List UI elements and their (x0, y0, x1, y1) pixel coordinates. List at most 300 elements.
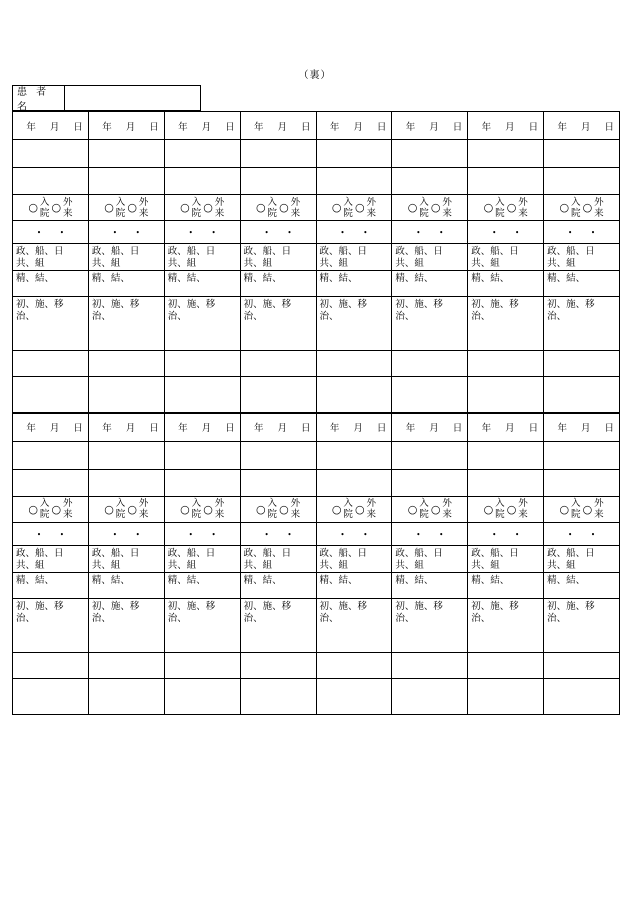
date-dots: ・ ・ (186, 529, 219, 541)
inpatient-radio-icon[interactable]: ○ (407, 502, 418, 516)
inpatient-radio-icon[interactable]: ○ (559, 502, 570, 516)
date-month-label: 月 (353, 423, 363, 435)
insurance-option-line: 精、結、 (471, 574, 510, 586)
insurance-option-line: 政、船、日 (167, 246, 216, 257)
record-cell[interactable] (164, 522, 240, 545)
record-cell[interactable] (392, 140, 468, 168)
record-cell[interactable] (88, 140, 164, 168)
date-year-label: 年 (102, 121, 112, 133)
record-cell[interactable] (544, 244, 620, 271)
record-cell[interactable] (13, 441, 89, 469)
record-cell[interactable] (468, 140, 544, 168)
date-day-label: 日 (452, 121, 463, 133)
inpatient-radio-icon[interactable]: ○ (180, 502, 190, 516)
record-cell[interactable] (392, 195, 468, 221)
date-day-label: 日 (225, 423, 235, 435)
record-cell[interactable] (392, 244, 468, 271)
date-month-label: 月 (353, 121, 363, 133)
record-cell[interactable] (88, 168, 164, 195)
record-cell[interactable] (164, 140, 240, 168)
record-cell[interactable] (164, 572, 240, 598)
record-cell[interactable] (13, 221, 89, 244)
record-cell[interactable] (164, 195, 240, 221)
record-cell[interactable] (164, 271, 240, 297)
outpatient-radio-icon[interactable]: ○ (51, 502, 62, 516)
inpatient-radio-icon[interactable]: ○ (331, 502, 342, 516)
inpatient-radio-icon[interactable]: ○ (483, 201, 494, 214)
record-cell[interactable] (392, 112, 468, 140)
record-cell[interactable] (240, 271, 316, 297)
record-cell[interactable] (88, 545, 164, 572)
date-month-label: 月 (49, 121, 60, 133)
record-cell[interactable] (316, 297, 392, 351)
record-cell[interactable] (164, 244, 240, 271)
record-cell[interactable] (316, 652, 392, 678)
inpatient-radio-icon[interactable]: ○ (255, 201, 266, 214)
record-cell[interactable] (164, 297, 240, 351)
record-cell[interactable] (13, 572, 89, 598)
record-cell[interactable] (88, 271, 164, 297)
record-cell[interactable] (544, 195, 620, 221)
outpatient-radio-icon[interactable]: ○ (203, 502, 213, 516)
date-dots: ・ ・ (489, 529, 522, 541)
date-month-label: 月 (277, 121, 287, 133)
inpatient-label: 入 院 (495, 498, 505, 520)
record-cell[interactable] (392, 522, 468, 545)
record-cell[interactable] (544, 572, 620, 598)
insurance-option-line: 精、結、 (547, 574, 586, 586)
inpatient-radio-icon[interactable]: ○ (255, 502, 266, 516)
record-cell[interactable] (13, 112, 89, 140)
record-cell[interactable] (316, 112, 392, 140)
record-cell[interactable] (164, 413, 240, 441)
record-cell[interactable] (164, 545, 240, 572)
record-cell[interactable] (392, 496, 468, 522)
outpatient-radio-icon[interactable]: ○ (203, 201, 213, 214)
record-cell[interactable] (164, 678, 240, 714)
record-cell[interactable] (13, 413, 89, 441)
inpatient-radio-icon[interactable]: ○ (180, 201, 190, 214)
record-cell[interactable] (392, 598, 468, 652)
date-year-label: 年 (26, 423, 36, 435)
insurance-option-line: 共、組 (91, 559, 121, 571)
record-cell[interactable] (316, 496, 392, 522)
record-cell[interactable] (544, 351, 620, 377)
outpatient-label: 外 来 (63, 498, 73, 520)
record-cell[interactable] (316, 522, 392, 545)
record-cell[interactable] (240, 545, 316, 572)
record-cell[interactable] (88, 221, 164, 244)
date-year-label: 年 (178, 423, 188, 435)
record-cell[interactable] (240, 469, 316, 496)
record-cell[interactable] (88, 598, 164, 652)
outpatient-radio-icon[interactable]: ○ (506, 502, 517, 516)
record-cell[interactable] (544, 652, 620, 678)
record-cell[interactable] (13, 496, 89, 522)
insurance-option-line: 初、施、移 (395, 299, 443, 310)
inpatient-radio-icon[interactable]: ○ (28, 201, 38, 214)
record-cell[interactable] (164, 496, 240, 522)
insurance-option-line: 精、結、 (395, 273, 434, 284)
record-cell[interactable] (468, 168, 544, 195)
record-cell[interactable] (316, 140, 392, 168)
insurance-option-line: 精、結、 (16, 574, 55, 586)
record-cell[interactable] (544, 168, 620, 195)
date-year-label: 年 (405, 121, 416, 133)
outpatient-radio-icon[interactable]: ○ (127, 201, 137, 214)
record-cell[interactable] (544, 377, 620, 413)
record-cell[interactable] (468, 496, 544, 522)
date-row (13, 112, 620, 140)
outpatient-radio-icon[interactable]: ○ (354, 201, 365, 214)
record-cell[interactable] (88, 652, 164, 678)
insurance-option-line: 政、船、日 (16, 547, 64, 559)
inpatient-label: 入 院 (267, 196, 278, 219)
outpatient-radio-icon[interactable]: ○ (279, 201, 289, 214)
inpatient-label: 入 院 (115, 498, 126, 520)
record-cell[interactable] (316, 598, 392, 652)
date-year-label: 年 (405, 423, 416, 435)
record-cell[interactable] (392, 545, 468, 572)
inpatient-radio-icon[interactable]: ○ (104, 502, 114, 516)
record-cell[interactable] (392, 168, 468, 195)
date-dots: ・ ・ (261, 228, 295, 239)
blank-row (13, 441, 620, 469)
insurance-option-line: 初、施、移 (319, 600, 368, 612)
outpatient-label: 外 来 (594, 498, 604, 520)
inpatient-label: 入 院 (39, 498, 50, 520)
outpatient-radio-icon[interactable]: ○ (430, 201, 441, 214)
insurance-option-line: 精、結、 (167, 273, 206, 284)
record-cell[interactable] (240, 598, 316, 652)
insurance-option-line: 初、施、移 (471, 299, 519, 310)
date-day-label: 日 (604, 423, 614, 435)
insurance-option-line: 初、施、移 (547, 600, 595, 612)
date-month-label: 月 (505, 423, 515, 435)
outpatient-label: 外 来 (63, 196, 73, 219)
date-month-label: 月 (125, 423, 136, 435)
date-day-label: 日 (300, 121, 311, 133)
record-cell[interactable] (88, 112, 164, 140)
record-cell[interactable] (544, 221, 620, 244)
insurance-option-line: 政、船、日 (91, 547, 140, 559)
record-cell[interactable] (240, 140, 316, 168)
record-cell[interactable] (13, 195, 89, 221)
inpatient-radio-icon[interactable]: ○ (407, 201, 418, 214)
record-cell[interactable] (316, 195, 392, 221)
outpatient-label: 外 来 (366, 498, 377, 520)
inpatient-radio-icon[interactable]: ○ (28, 502, 38, 516)
record-cell[interactable] (316, 469, 392, 496)
date-month-label: 月 (505, 121, 515, 133)
record-cell[interactable] (468, 652, 544, 678)
insurance-option-line: 初、施、移 (91, 600, 140, 612)
record-cell[interactable] (468, 297, 544, 351)
record-cell[interactable] (392, 271, 468, 297)
date-day-label: 日 (225, 121, 235, 133)
date-dots: ・ ・ (110, 228, 143, 239)
insurance-option-line: 共、組 (471, 258, 500, 269)
record-cell[interactable] (316, 572, 392, 598)
insurance-option-line: 精、結、 (319, 273, 358, 284)
outpatient-radio-icon[interactable]: ○ (127, 502, 137, 516)
record-cell[interactable] (240, 496, 316, 522)
insurance-option-line: 初、施、移 (167, 600, 216, 612)
date-day-label: 日 (528, 423, 539, 435)
record-cell[interactable] (240, 678, 316, 714)
inpatient-label: 入 院 (495, 196, 505, 219)
record-cell[interactable] (316, 545, 392, 572)
record-cell[interactable] (544, 598, 620, 652)
date-month-label: 月 (201, 121, 212, 133)
insurance-option-line: 初、施、移 (319, 299, 368, 310)
record-cell[interactable] (13, 598, 89, 652)
record-cell[interactable] (164, 469, 240, 496)
insurance-option-line: 治、 (547, 612, 567, 624)
record-cell[interactable] (164, 351, 240, 377)
inpatient-label: 入 院 (343, 498, 353, 520)
patient-name-label: 患 者 名 (13, 86, 65, 110)
record-cell[interactable] (164, 441, 240, 469)
record-cell[interactable] (316, 377, 392, 413)
record-cell[interactable] (88, 413, 164, 441)
record-cell[interactable] (544, 545, 620, 572)
insurance-option-line: 政、船、日 (91, 246, 140, 257)
record-cell[interactable] (88, 496, 164, 522)
record-cell[interactable] (468, 545, 544, 572)
record-cell[interactable] (468, 195, 544, 221)
date-year-label: 年 (253, 423, 264, 435)
record-cell[interactable] (544, 297, 620, 351)
record-cell[interactable] (13, 140, 89, 168)
date-dots: ・ ・ (34, 228, 67, 239)
record-cell[interactable] (392, 678, 468, 714)
record-cell[interactable] (468, 441, 544, 469)
record-cell[interactable] (468, 377, 544, 413)
record-cell[interactable] (392, 413, 468, 441)
record-cell[interactable] (316, 168, 392, 195)
date-month-label: 月 (277, 423, 287, 435)
date-dots: ・ ・ (413, 228, 446, 239)
date-day-label: 日 (376, 423, 387, 435)
record-cell[interactable] (240, 168, 316, 195)
record-cell[interactable] (88, 678, 164, 714)
record-cell[interactable] (240, 195, 316, 221)
inpatient-label: 入 院 (267, 498, 278, 520)
record-cell[interactable] (88, 351, 164, 377)
record-cell[interactable] (392, 572, 468, 598)
record-cell[interactable] (544, 469, 620, 496)
insurance-option-line: 政、船、日 (319, 547, 368, 559)
outpatient-label: 外 来 (290, 196, 301, 219)
record-cell[interactable] (544, 441, 620, 469)
record-cell[interactable] (316, 351, 392, 377)
outpatient-label: 外 来 (366, 196, 377, 219)
insurance-option-line: 共、組 (395, 559, 424, 571)
record-cell[interactable] (164, 112, 240, 140)
inpatient-label: 入 院 (571, 196, 581, 219)
blank-row (13, 652, 620, 678)
record-cell[interactable] (13, 271, 89, 297)
date-day-label: 日 (528, 121, 539, 133)
insurance-option-line: 政、船、日 (547, 547, 595, 559)
record-cell[interactable] (13, 678, 89, 714)
date-month-label: 月 (429, 121, 439, 133)
record-cell[interactable] (544, 140, 620, 168)
record-cell[interactable] (88, 195, 164, 221)
date-month-label: 月 (201, 423, 212, 435)
outpatient-radio-icon[interactable]: ○ (430, 502, 441, 516)
record-cell[interactable] (13, 377, 89, 413)
date-day-label: 日 (452, 423, 463, 435)
blank-row (13, 140, 620, 168)
record-grid-upper (12, 111, 620, 413)
record-cell[interactable] (316, 678, 392, 714)
insurance-option-line: 共、組 (243, 559, 273, 571)
record-cell[interactable] (164, 377, 240, 413)
record-cell[interactable] (88, 377, 164, 413)
record-cell[interactable] (392, 297, 468, 351)
date-year-label: 年 (481, 423, 492, 435)
record-cell[interactable] (13, 469, 89, 496)
record-cell[interactable] (88, 297, 164, 351)
inpatient-radio-icon[interactable]: ○ (483, 502, 494, 516)
record-cell[interactable] (240, 572, 316, 598)
inpatient-label: 入 院 (191, 498, 202, 520)
record-cell[interactable] (316, 221, 392, 244)
record-cell[interactable] (13, 297, 89, 351)
record-cell[interactable] (13, 168, 89, 195)
outpatient-radio-icon[interactable]: ○ (582, 502, 593, 516)
record-cell[interactable] (544, 413, 620, 441)
inpatient-radio-icon[interactable]: ○ (559, 201, 570, 214)
date-dots: ・ ・ (565, 228, 598, 239)
record-cell[interactable] (392, 652, 468, 678)
record-cell[interactable] (468, 351, 544, 377)
record-cell[interactable] (240, 297, 316, 351)
insurance-option-line: 政、船、日 (16, 246, 64, 257)
record-cell[interactable] (392, 377, 468, 413)
outpatient-radio-icon[interactable]: ○ (506, 201, 517, 214)
date-day-label: 日 (149, 423, 159, 435)
record-cell[interactable] (468, 112, 544, 140)
record-cell[interactable] (164, 221, 240, 244)
record-cell[interactable] (88, 572, 164, 598)
record-cell[interactable] (88, 441, 164, 469)
record-cell[interactable] (544, 112, 620, 140)
record-cell[interactable] (316, 271, 392, 297)
outpatient-radio-icon[interactable]: ○ (582, 201, 593, 214)
inpatient-label: 入 院 (115, 196, 126, 219)
record-cell[interactable] (240, 221, 316, 244)
record-cell[interactable] (13, 522, 89, 545)
insurance-option-line: 治、 (91, 311, 111, 322)
record-cell[interactable] (468, 221, 544, 244)
record-cell[interactable] (544, 678, 620, 714)
record-cell[interactable] (468, 413, 544, 441)
patient-name-field[interactable] (65, 86, 200, 110)
blank-row (13, 168, 620, 195)
outpatient-radio-icon[interactable]: ○ (279, 502, 289, 516)
record-cell[interactable] (316, 441, 392, 469)
record-cell[interactable] (164, 168, 240, 195)
date-month-label: 月 (429, 423, 439, 435)
record-cell[interactable] (468, 678, 544, 714)
insurance-option-line: 治、 (471, 311, 491, 322)
date-year-label: 年 (557, 423, 567, 435)
inpatient-radio-icon[interactable]: ○ (331, 201, 342, 214)
date-month-label: 月 (580, 423, 591, 435)
insurance-option-line: 精、結、 (243, 574, 282, 586)
record-cell[interactable] (468, 572, 544, 598)
record-cell[interactable] (164, 598, 240, 652)
record-cell[interactable] (392, 221, 468, 244)
record-cell[interactable] (13, 351, 89, 377)
outpatient-label: 外 来 (442, 196, 452, 219)
record-cell[interactable] (468, 469, 544, 496)
record-cell[interactable] (240, 652, 316, 678)
record-cell[interactable] (240, 244, 316, 271)
record-cell[interactable] (544, 522, 620, 545)
blank-row (13, 351, 620, 377)
outpatient-label: 外 来 (594, 196, 604, 219)
record-cell[interactable] (468, 598, 544, 652)
record-cell[interactable] (240, 351, 316, 377)
record-cell[interactable] (13, 652, 89, 678)
record-cell[interactable] (240, 112, 316, 140)
record-cell[interactable] (13, 545, 89, 572)
insurance-option-line: 共、組 (319, 559, 349, 571)
insurance-option-line: 初、施、移 (547, 299, 595, 310)
insurance-option-line: 政、船、日 (471, 246, 519, 257)
record-cell[interactable] (164, 652, 240, 678)
record-cell[interactable] (240, 522, 316, 545)
record-cell[interactable] (88, 522, 164, 545)
record-cell[interactable] (392, 441, 468, 469)
date-day-label: 日 (149, 121, 159, 133)
record-cell[interactable] (316, 244, 392, 271)
record-cell[interactable] (392, 351, 468, 377)
record-cell[interactable] (240, 377, 316, 413)
insurance-option-line: 治、 (471, 612, 491, 624)
inpatient-label: 入 院 (39, 196, 50, 219)
outpatient-radio-icon[interactable]: ○ (51, 201, 62, 214)
record-cell[interactable] (544, 496, 620, 522)
date-month-label: 月 (49, 423, 60, 435)
record-cell[interactable] (88, 244, 164, 271)
outpatient-radio-icon[interactable]: ○ (354, 502, 365, 516)
record-cell[interactable] (88, 469, 164, 496)
record-cell[interactable] (544, 271, 620, 297)
record-cell[interactable] (468, 271, 544, 297)
insurance-option-line: 治、 (319, 311, 339, 322)
record-cell[interactable] (392, 469, 468, 496)
record-cell[interactable] (316, 413, 392, 441)
record-cell[interactable] (240, 413, 316, 441)
insurance-option-line: 精、結、 (243, 273, 282, 284)
record-cell[interactable] (13, 244, 89, 271)
insurance-row-a (13, 244, 620, 271)
inpatient-radio-icon[interactable]: ○ (104, 201, 114, 214)
insurance-row-b (13, 572, 620, 598)
insurance-row-a (13, 545, 620, 572)
date-dots: ・ ・ (34, 529, 67, 541)
record-cell[interactable] (468, 244, 544, 271)
record-cell[interactable] (240, 441, 316, 469)
patient-name-box (12, 85, 201, 111)
date-dots: ・ ・ (413, 529, 446, 541)
record-cell[interactable] (468, 522, 544, 545)
